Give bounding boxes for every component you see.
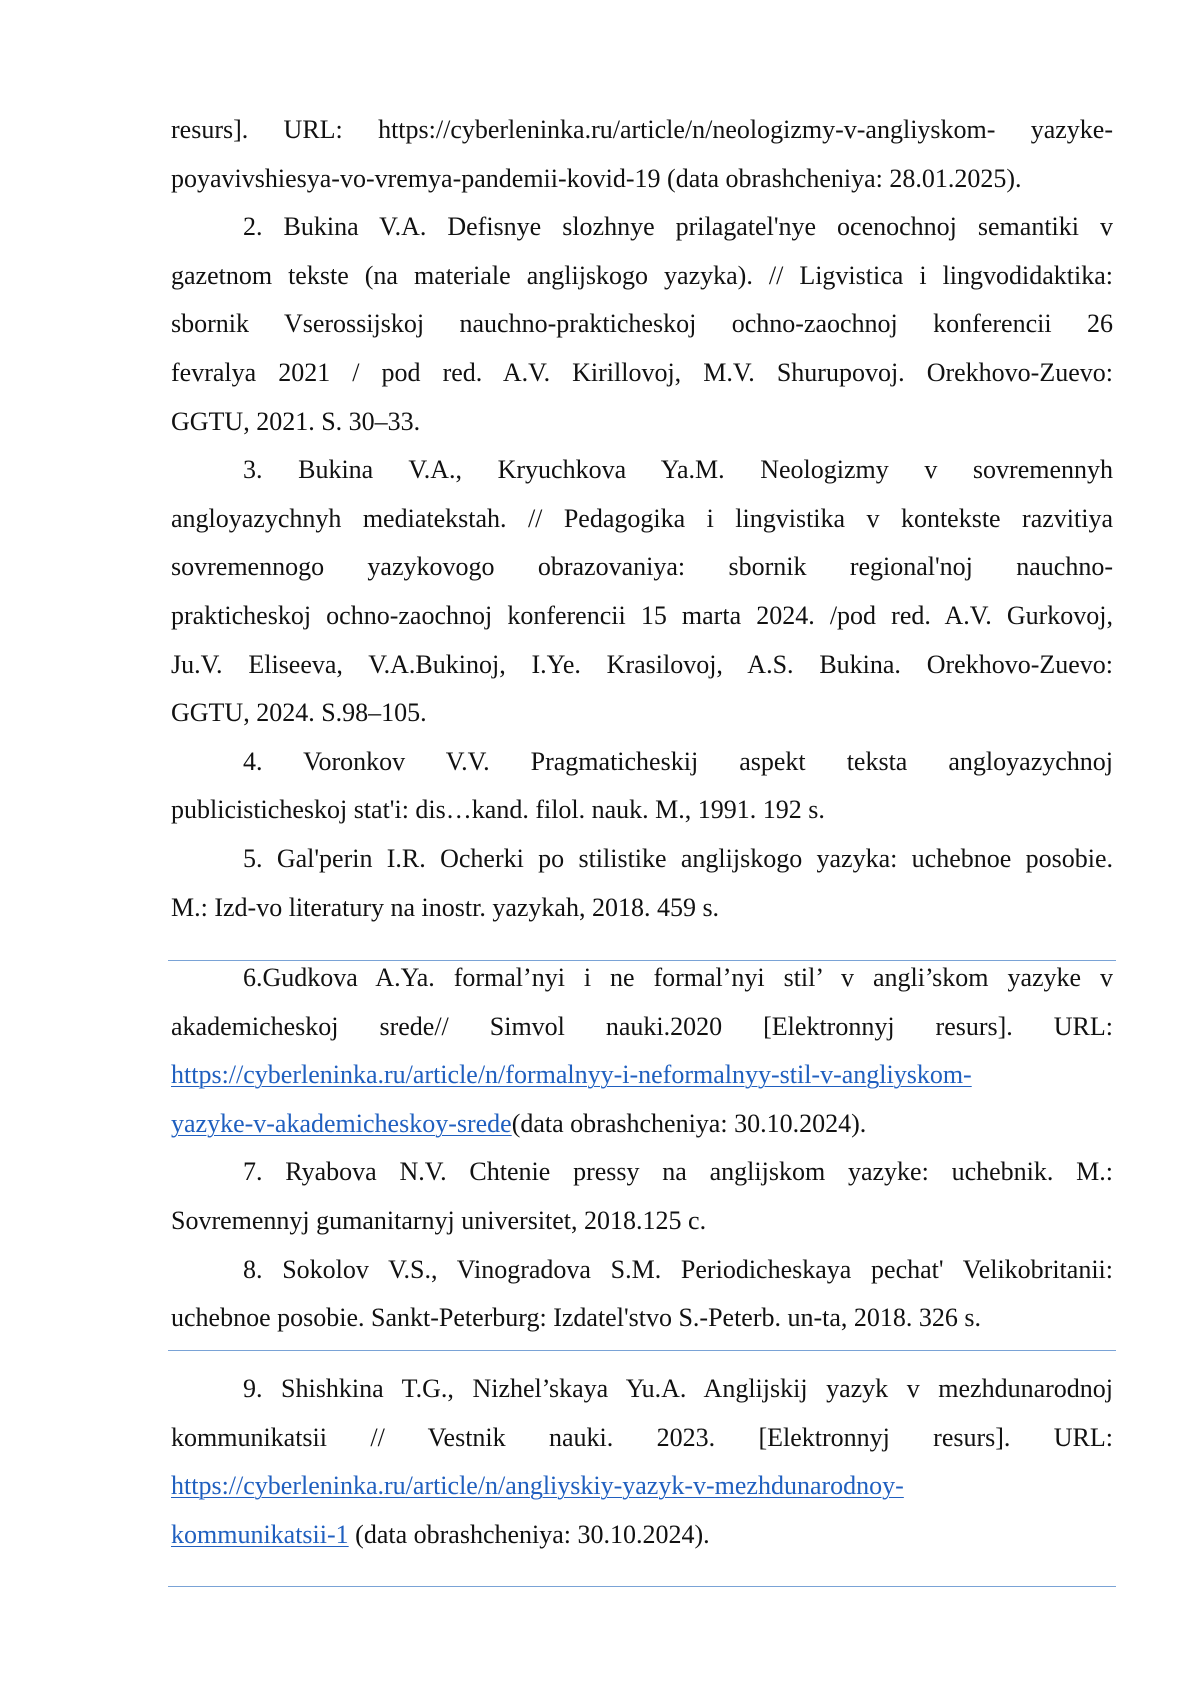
reference-line <box>171 398 1113 447</box>
reference-text: M.: Izd-vo literatury na inostr. yazykah, 2018. 459 s. <box>171 893 719 922</box>
reference-block-3 <box>171 1365 1113 1559</box>
reference-text: GGTU, 2021. S. 30–33. <box>171 407 420 436</box>
reference-line <box>171 641 1113 690</box>
reference-text: 9. Shishkina T.G., Nizhel’skaya Yu.A. Anglijskij yazyk v mezhdunarodnoj <box>243 1374 1113 1403</box>
reference-line <box>171 543 1113 592</box>
reference-line <box>171 592 1113 641</box>
reference-line <box>171 495 1113 544</box>
reference-text: poyavivshiesya-vo-vremya-pandemii-kovid-19 (data obrashcheniya: 28.01.2025). <box>171 164 1022 193</box>
reference-text: gazetnom tekste (na materiale anglijskogo yazyka). // Ligvistica i lingvodidaktika: <box>171 261 1113 290</box>
reference-text: resurs]. URL: https://cyberleninka.ru/article/n/neologizmy-v-angliyskom- yazyke- <box>171 115 1113 144</box>
reference-text: 5. Gal'perin I.R. Ocherki po stilistike anglijskogo yazyka: uchebnoe posobie. <box>243 844 1113 873</box>
reference-text: 8. Sokolov V.S., Vinogradova S.M. Periodicheskaya pechat' Velikobritanii: <box>243 1255 1113 1284</box>
reference-line <box>171 1051 1113 1100</box>
reference-text: akademicheskoj srede// Simvol nauki.2020 [Elektronnyj resurs]. URL: <box>171 1012 1113 1041</box>
divider-line <box>168 1586 1116 1587</box>
reference-block-2 <box>171 954 1113 1343</box>
reference-link[interactable]: https://cyberleninka.ru/article/n/angliyskiy-yazyk-v-mezhdunarodnoy- <box>171 1471 904 1500</box>
reference-text: sbornik Vserossijskoj nauchno-prakticheskoj ochno-zaochnoj konferencii 26 <box>171 309 1113 338</box>
reference-text: angloyazychnyh mediatekstah. // Pedagogika i lingvistika v kontekste razvitiya <box>171 504 1113 533</box>
reference-text: (data obrashcheniya: 30.10.2024). <box>349 1520 710 1549</box>
reference-line <box>171 884 1113 933</box>
reference-line <box>171 738 1113 787</box>
reference-line <box>171 1294 1113 1343</box>
reference-text: Ju.V. Eliseeva, V.A.Bukinoj, I.Ye. Krasilovoj, A.S. Bukina. Orekhovo-Zuevo: <box>171 650 1113 679</box>
reference-line <box>171 1197 1113 1246</box>
reference-line <box>171 1003 1113 1052</box>
reference-line <box>171 1414 1113 1463</box>
reference-text: 3. Bukina V.A., Kryuchkova Ya.M. Neologizmy v sovremennyh <box>243 455 1113 484</box>
reference-text: (data obrashcheniya: 30.10.2024). <box>512 1109 867 1138</box>
reference-line <box>171 689 1113 738</box>
reference-line <box>171 203 1113 252</box>
reference-text: 7. Ryabova N.V. Chtenie pressy na anglijskom yazyke: uchebnik. M.: <box>243 1157 1113 1186</box>
reference-link[interactable]: kommunikatsii-1 <box>171 1520 349 1549</box>
reference-line <box>171 252 1113 301</box>
reference-text: kommunikatsii // Vestnik nauki. 2023. [Elektronnyj resurs]. URL: <box>171 1423 1113 1452</box>
reference-line <box>171 1511 1113 1560</box>
reference-line <box>171 155 1113 204</box>
reference-text: prakticheskoj ochno-zaochnoj konferencii 15 marta 2024. /pod red. A.V. Gurkovoj, <box>171 601 1113 630</box>
reference-line <box>171 1462 1113 1511</box>
reference-line <box>171 835 1113 884</box>
reference-text: uchebnoe posobie. Sankt-Peterburg: Izdatel'stvo S.-Peterb. un-ta, 2018. 326 s. <box>171 1303 981 1332</box>
reference-text: 4. Voronkov V.V. Pragmaticheskij aspekt teksta angloyazychnoj <box>243 747 1113 776</box>
reference-line <box>171 106 1113 155</box>
reference-line <box>171 1365 1113 1414</box>
reference-line <box>171 1246 1113 1295</box>
reference-text: publicisticheskoj stat'i: dis…kand. filol. nauk. M., 1991. 192 s. <box>171 795 825 824</box>
divider-line <box>168 1350 1116 1351</box>
reference-line <box>171 1148 1113 1197</box>
reference-block-1 <box>171 106 1113 932</box>
reference-line <box>171 300 1113 349</box>
reference-text: 2. Bukina V.A. Defisnye slozhnye prilagatel'nye ocenochnoj semantiki v <box>243 212 1113 241</box>
reference-text: Sovremennyj gumanitarnyj universitet, 2018.125 c. <box>171 1206 706 1235</box>
reference-link[interactable]: yazyke-v-akademicheskoy-srede <box>171 1109 512 1138</box>
reference-text: sovremennogo yazykovogo obrazovaniya: sbornik regional'noj nauchno- <box>171 552 1113 581</box>
reference-text: 6.Gudkova A.Ya. formal’nyi i ne formal’nyi stil’ v angli’skom yazyke v <box>243 963 1113 992</box>
reference-line <box>171 1100 1113 1149</box>
reference-text: GGTU, 2024. S.98–105. <box>171 698 427 727</box>
reference-line <box>171 446 1113 495</box>
reference-text: fevralya 2021 / pod red. A.V. Kirillovoj, M.V. Shurupovoj. Orekhovo-Zuevo: <box>171 358 1113 387</box>
reference-link[interactable]: https://cyberleninka.ru/article/n/formalnyy-i-neformalnyy-stil-v-angliyskom- <box>171 1060 972 1089</box>
reference-line <box>171 786 1113 835</box>
reference-line <box>171 954 1113 1003</box>
reference-line <box>171 349 1113 398</box>
